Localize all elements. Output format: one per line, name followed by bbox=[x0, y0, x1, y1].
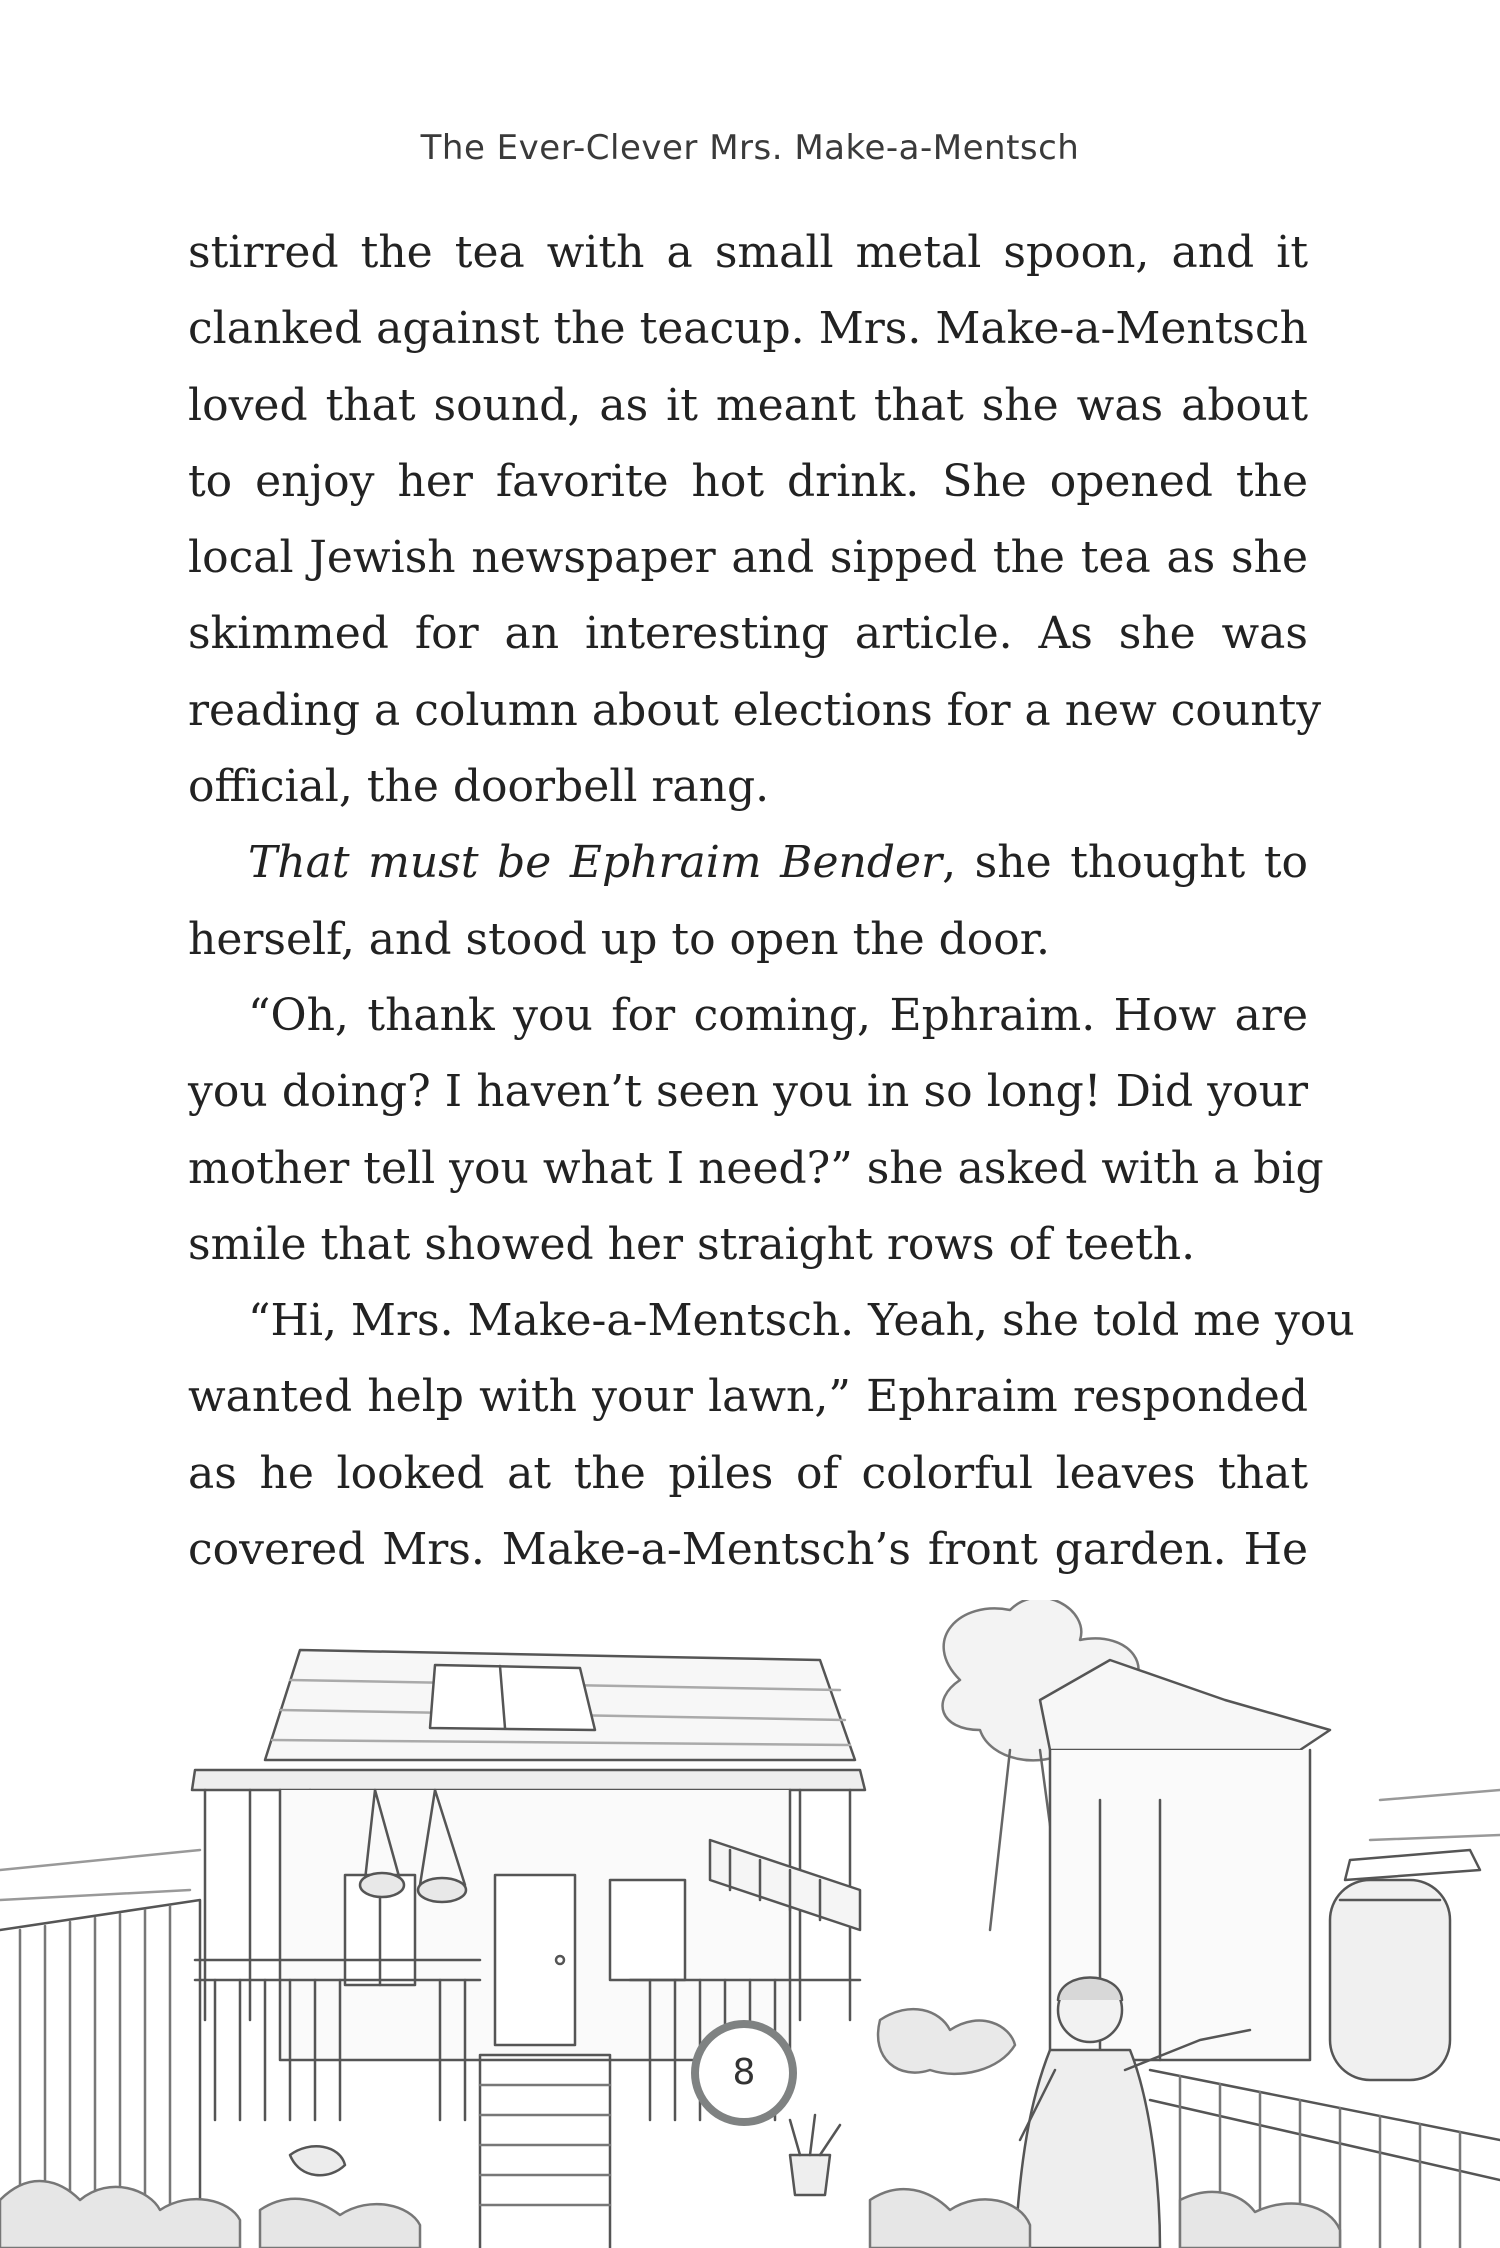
italic-thought: That must be Ephraim Bender bbox=[248, 837, 943, 889]
text-line: to enjoy her favorite hot drink. She opened the bbox=[188, 455, 1308, 507]
text-line: smile that showed her straight rows of teeth. bbox=[188, 1218, 1196, 1270]
text-line: local Jewish newspaper and sipped the tea as she bbox=[188, 532, 1308, 584]
text-line: skimmed for an interesting article. As she was bbox=[188, 608, 1308, 660]
text-line: you doing? I haven’t seen you in so long! Did your bbox=[188, 1066, 1308, 1118]
text-line: official, the doorbell rang. bbox=[188, 761, 770, 813]
running-head-title: The Ever-Clever Mrs. Make-a-Mentsch bbox=[420, 128, 1080, 168]
text-line: reading a column about elections for a new county bbox=[188, 684, 1322, 736]
text-line: loved that sound, as it meant that she was about bbox=[188, 379, 1308, 431]
thought-continuation: , she thought to bbox=[942, 837, 1308, 889]
text-line: “Hi, Mrs. Make-a-Mentsch. Yeah, she told me you bbox=[248, 1295, 1355, 1347]
text-line: stirred the tea with a small metal spoon, and it bbox=[188, 227, 1308, 278]
body-text bbox=[188, 215, 1355, 1588]
text-line: covered Mrs. Make-a-Mentsch’s front garden. He bbox=[188, 1524, 1308, 1576]
text-line: “Oh, thank you for coming, Ephraim. How are bbox=[248, 989, 1308, 1041]
text-line: wanted help with your lawn,” Ephraim responded bbox=[188, 1371, 1308, 1423]
text-line: herself, and stood up to open the door. bbox=[188, 913, 1050, 965]
house-sketch-illustration bbox=[0, 1600, 1500, 2248]
text-line: mother tell you what I need?” she asked with a big bbox=[188, 1142, 1324, 1194]
page-number-badge: 8 bbox=[691, 2020, 797, 2126]
text-line: as he looked at the piles of colorful leaves that bbox=[188, 1447, 1308, 1499]
text-line: clanked against the teacup. Mrs. Make-a-Mentsch bbox=[188, 303, 1308, 355]
text-line-italic-thought bbox=[188, 825, 1308, 901]
